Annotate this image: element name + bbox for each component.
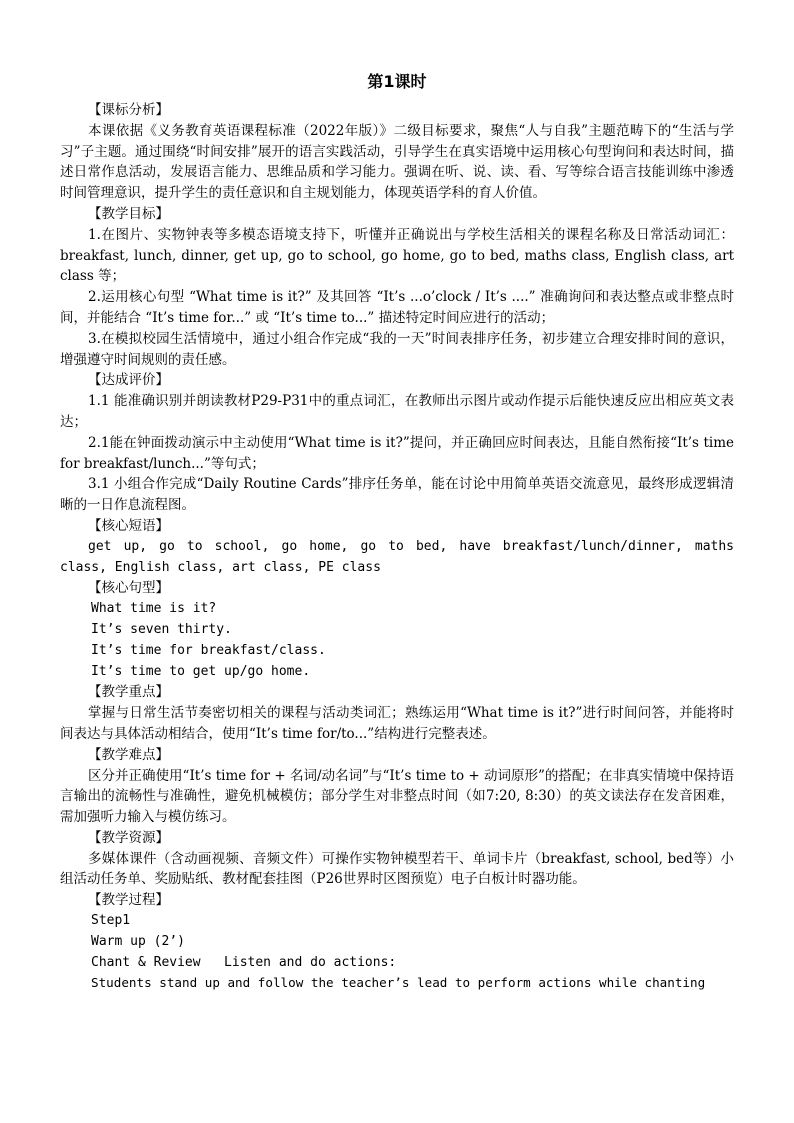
section-heading-resources: 【教学资源】 <box>88 829 169 846</box>
section-heading-process: 【教学过程】 <box>88 892 169 909</box>
resources-text: 多媒体课件（含动画视频、音频文件）可操作实物钟模型若干、单词卡片（breakfast, school, bed等）小组活动任务单、奖励贴纸、教材配套挂图（P26世界时区图预览）电子白板计时器功能。 <box>60 850 734 888</box>
section-heading-goals: 【教学目标】 <box>88 205 169 222</box>
section-heading-evaluation: 【达成评价】 <box>88 372 169 389</box>
sentence-line: It’s time for breakfast/class. <box>91 642 326 658</box>
process-line: Warm up (2’) <box>91 933 185 949</box>
evaluation-item: 3.1 小组合作完成“Daily Routine Cards”排序任务单，能在讨论中用简单英语交流意见，最终形成逻辑清晰的一日作息流程图。 <box>60 476 734 514</box>
section-heading-sentences: 【核心句型】 <box>88 580 169 597</box>
section-heading-phrases: 【核心短语】 <box>88 517 169 534</box>
analysis-text: 本课依据《义务教育英语课程标准（2022年版）》二级目标要求，聚焦“人与自我”主题范畴下的“生活与学习”子主题。通过围绕“时间安排”展开的语言实践活动，引导学生在真实语境中运用核心句型询问和表达时间，描述日常作息活动，发展语言能力、思维品质和学习能力。强调在听、说、读、看、写等综合语言技能训练中渗透时间管理意识，提升学生的责任意识和自主规划能力，体现英语学科的育人价值。 <box>60 122 734 202</box>
evaluation-item: 2.1能在钟面拨动演示中主动使用“What time is it?”提问，并正确回应时间表达，且能自然衔接“It’s time for breakfast/lunch...”等句式； <box>60 434 734 472</box>
difficulties-text: 区分并正确使用“It’s time for + 名词/动名词”与“It’s time to + 动词原形”的搭配；在非真实情境中保持语言输出的流畅性与准确性，避免机械模仿；部分学生对非整点时间（如7:20, 8:30）的英文读法存在发音困难，需加强听力输入与模仿练习。 <box>60 767 734 826</box>
section-heading-analysis: 【课标分析】 <box>88 102 169 118</box>
document-page <box>60 68 734 994</box>
section-heading-key-points: 【教学重点】 <box>88 684 169 701</box>
key-points-text: 掌握与日常生活节奏密切相关的课程与活动类词汇；熟练运用“What time is it?”进行时间问答，并能将时间表达与具体活动相结合，使用“It’s time for/to...”结构进行完整表述。 <box>60 705 734 742</box>
sentence-line: It’s time to get up/go home. <box>91 663 311 679</box>
goal-item: 2.运用核心句型 “What time is it?” 及其回答 “It’s ...o’clock / It’s ....” 准确询问和表达整点或非整点时间，并能结合 “It’s time for...” 或 “It’s time to...” 描述特定时间应进行的活动； <box>60 289 734 326</box>
goal-item: 1.在图片、实物钟表等多模态语境支持下，听懂并正确说出与学校生活相关的课程名称及日常活动词汇：breakfast, lunch, dinner, get up, go to school, go home, go to bed, maths class, English class, art class 等； <box>60 226 734 285</box>
page-title: 第1课时 <box>367 72 427 91</box>
process-line: Chant & Review Listen and do actions: <box>91 954 397 970</box>
sentence-line: What time is it? <box>91 601 217 617</box>
process-line: Students stand up and follow the teacher’s lead to perform actions while chanting <box>91 975 706 991</box>
section-heading-difficulties: 【教学难点】 <box>88 746 169 763</box>
goal-item: 3.在模拟校园生活情境中，通过小组合作完成“我的一天”时间表排序任务，初步建立合理安排时间的意识，增强遵守时间规则的责任感。 <box>60 330 734 368</box>
sentence-line: It’s seven thirty. <box>91 621 232 637</box>
evaluation-item: 1.1 能准确识别并朗读教材P29-P31中的重点词汇，在教师出示图片或动作提示后能快速反应出相应英文表达； <box>60 393 734 430</box>
process-line: Step1 <box>91 913 131 929</box>
phrases-text: get up, go to school, go home, go to bed, have breakfast/lunch/dinner, maths class, English class, art class, PE class <box>60 538 734 575</box>
